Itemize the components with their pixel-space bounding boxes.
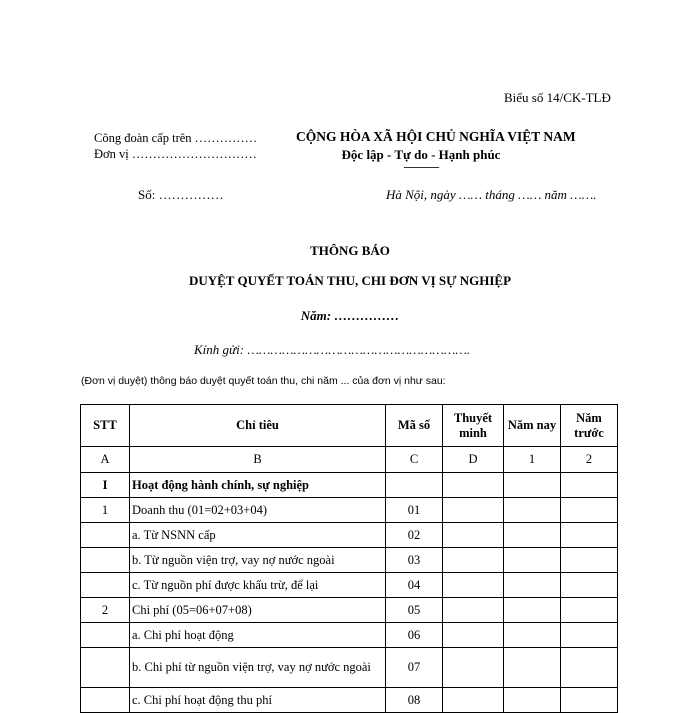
header-code: Mã số	[386, 405, 443, 447]
row-this-year	[504, 648, 561, 688]
row-this-year	[504, 523, 561, 548]
letter-cell: D	[443, 447, 504, 473]
row-explanation	[443, 498, 504, 523]
table-row	[81, 473, 618, 498]
letter-cell: B	[130, 447, 386, 473]
row-code: 07	[386, 648, 443, 688]
settlement-table	[80, 404, 618, 713]
row-code: 06	[386, 623, 443, 648]
row-code	[386, 473, 443, 498]
header-last-year: Năm trước	[561, 405, 618, 447]
motto-rule: ---------------	[403, 162, 439, 173]
row-explanation	[443, 573, 504, 598]
row-this-year	[504, 548, 561, 573]
table-header-row	[81, 405, 618, 447]
row-code: 05	[386, 598, 443, 623]
letter-cell: 2	[561, 447, 618, 473]
header-indicator: Chỉ tiêu	[130, 405, 386, 447]
national-motto: Độc lập - Tự do - Hạnh phúc	[341, 147, 501, 162]
letter-cell: C	[386, 447, 443, 473]
row-last-year	[561, 498, 618, 523]
row-indicator: b. Chi phí từ nguồn viện trợ, vay nợ nước ngoài	[130, 648, 386, 688]
unit-line: Đơn vị …………………………	[94, 147, 257, 161]
row-code: 03	[386, 548, 443, 573]
row-indicator: c. Chi phí hoạt động thu phí	[130, 688, 386, 713]
row-last-year	[561, 473, 618, 498]
row-indicator: b. Từ nguồn viện trợ, vay nợ nước ngoài	[130, 548, 386, 573]
row-this-year	[504, 498, 561, 523]
row-stt	[81, 623, 130, 648]
document-number: Số: ……………	[138, 187, 224, 202]
row-indicator: Doanh thu (01=02+03+04)	[130, 498, 386, 523]
form-number: Biểu số 14/CK-TLĐ	[504, 90, 611, 105]
intro-text: (Đơn vị duyệt) thông báo duyệt quyết toán thu, chi năm ... của đơn vị như sau:	[81, 375, 446, 387]
table-row	[81, 648, 618, 688]
row-last-year	[561, 688, 618, 713]
row-stt	[81, 573, 130, 598]
superior-union-line: Công đoàn cấp trên ……………	[94, 131, 258, 145]
issuer-block	[94, 130, 257, 162]
row-last-year	[561, 548, 618, 573]
document-subtitle: DUYỆT QUYẾT TOÁN THU, CHI ĐƠN VỊ SỰ NGHIỆP	[188, 273, 512, 288]
recipient-line: Kính gửi: ………………………………………………….	[194, 342, 471, 357]
row-stt: 1	[81, 498, 130, 523]
row-this-year	[504, 573, 561, 598]
row-stt	[81, 688, 130, 713]
table-letter-row	[81, 447, 618, 473]
table-row	[81, 523, 618, 548]
row-stt	[81, 548, 130, 573]
row-indicator: a. Từ NSNN cấp	[130, 523, 386, 548]
row-stt: 2	[81, 598, 130, 623]
row-stt	[81, 523, 130, 548]
row-stt: I	[81, 473, 130, 498]
row-this-year	[504, 598, 561, 623]
table-row	[81, 598, 618, 623]
row-indicator: Hoạt động hành chính, sự nghiệp	[130, 473, 386, 498]
row-explanation	[443, 598, 504, 623]
row-last-year	[561, 598, 618, 623]
row-stt	[81, 648, 130, 688]
table-row	[81, 573, 618, 598]
national-header	[296, 128, 576, 173]
row-last-year	[561, 573, 618, 598]
row-code: 01	[386, 498, 443, 523]
row-last-year	[561, 523, 618, 548]
header-explanation: Thuyết minh	[443, 405, 504, 447]
row-explanation	[443, 523, 504, 548]
table-row	[81, 688, 618, 713]
row-indicator: c. Từ nguồn phí được khấu trừ, để lại	[130, 573, 386, 598]
table-row	[81, 548, 618, 573]
letter-cell: A	[81, 447, 130, 473]
row-this-year	[504, 623, 561, 648]
row-this-year	[504, 688, 561, 713]
row-explanation	[443, 688, 504, 713]
year-line: Năm: ……………	[300, 308, 400, 323]
row-indicator: a. Chi phí hoạt động	[130, 623, 386, 648]
row-code: 08	[386, 688, 443, 713]
row-code: 02	[386, 523, 443, 548]
row-explanation	[443, 648, 504, 688]
table-row	[81, 498, 618, 523]
header-this-year: Năm nay	[504, 405, 561, 447]
document-title: THÔNG BÁO	[310, 243, 390, 258]
row-last-year	[561, 623, 618, 648]
table-row	[81, 623, 618, 648]
row-code: 04	[386, 573, 443, 598]
row-this-year	[504, 473, 561, 498]
row-last-year	[561, 648, 618, 688]
date-line: Hà Nội, ngày …… tháng …… năm …….	[386, 187, 597, 202]
nation-name: CỘNG HÒA XÃ HỘI CHỦ NGHĨA VIỆT NAM	[296, 129, 576, 144]
letter-cell: 1	[504, 447, 561, 473]
row-indicator: Chi phí (05=06+07+08)	[130, 598, 386, 623]
header-stt: STT	[81, 405, 130, 447]
row-explanation	[443, 548, 504, 573]
row-explanation	[443, 623, 504, 648]
row-explanation	[443, 473, 504, 498]
